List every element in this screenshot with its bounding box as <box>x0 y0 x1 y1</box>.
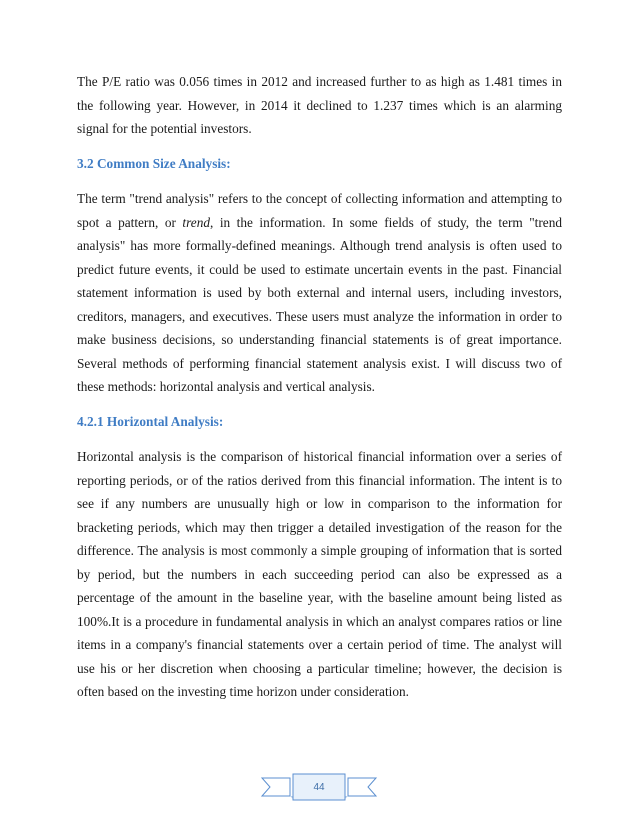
section-heading-horizontal: 4.2.1 Horizontal Analysis: <box>77 413 224 429</box>
trend-text-part-2: , in the information. In some fields of study, the term "trend analysis" has more formally-defined meanings. Although trend analysis is often used to predict future events, it could be used to estimate uncertain events in the past. Financial statement information is used by both external and internal users, including investors, creditors, managers, and executives. These users must analyze the information in order to make business decisions, so understanding financial statements is of great importance. Several methods of performing financial statement analysis exist. I will discuss two of these methods: horizontal analysis and vertical analysis. <box>77 214 562 394</box>
paragraph-horizontal-analysis: Horizontal analysis is the comparison of historical financial information over a series of reporting periods, or of the ratios derived from this financial information. The intent is to see if any numbers are unusually high or low in comparison to the information for bracketing periods, which may then trigger a detailed investigation of the reason for the difference. The analysis is most commonly a simple grouping of information that is sorted by period, but the numbers in each succeeding period can also be expressed as a percentage of the amount in the baseline year, with the baseline amount being listed as 100%.It is a procedure in fundamental analysis in which an analyst compares ratios or line items in a company's financial statements over a certain period of time. The analyst will use his or her discretion when choosing a particular timeline; however, the decision is often based on the investing time horizon under consideration. <box>77 449 562 699</box>
paragraph-pe-ratio: The P/E ratio was 0.056 times in 2012 and increased further to as high as 1.481 times in the following year. However, in 2014 it declined to 1.237 times which is an alarming signal for the potential investors. <box>77 74 562 136</box>
document-body <box>77 70 562 704</box>
page-number: 44 <box>313 782 325 793</box>
trend-text-part-1: The term "trend analysis" refers to the concept of collecting information and attempting to spot a pattern, or <box>77 191 562 230</box>
paragraph-trend-analysis <box>77 187 562 399</box>
page-number-badge <box>260 770 378 804</box>
trend-emphasis: trend <box>182 214 210 230</box>
section-heading-common-size: 3.2 Common Size Analysis: <box>77 155 231 171</box>
